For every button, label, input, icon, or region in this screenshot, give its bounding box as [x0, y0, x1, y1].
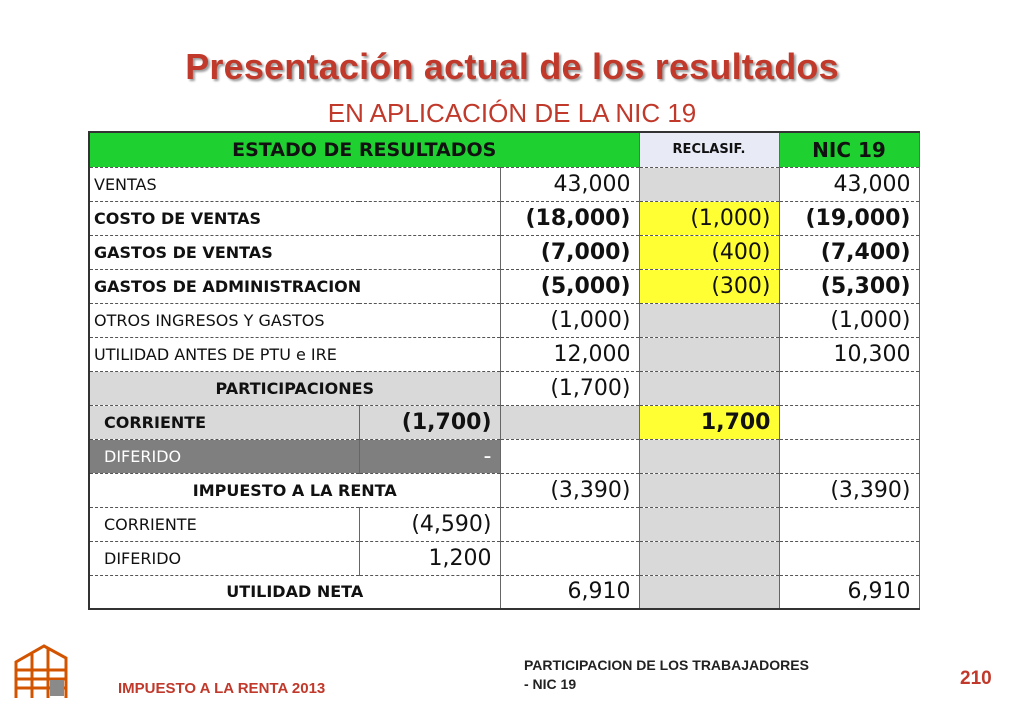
- row-label: GASTOS DE ADMINISTRACION: [89, 269, 500, 303]
- table-row: [89, 337, 919, 371]
- row-sub: -: [359, 439, 500, 473]
- row-reclasif: [639, 575, 779, 609]
- row-reclasif: [639, 371, 779, 405]
- header-reclasif: RECLASIF.: [639, 132, 779, 167]
- header-nic19: NIC 19: [779, 132, 919, 167]
- row-sub: 1,200: [359, 541, 500, 575]
- footer-topic: [524, 656, 904, 694]
- row-label: CORRIENTE: [89, 405, 359, 439]
- row-nic19: (3,390): [779, 473, 919, 507]
- footer-course-title: IMPUESTO A LA RENTA 2013: [118, 680, 326, 697]
- table-row: [89, 269, 919, 303]
- row-reclasif: (1,000): [639, 201, 779, 235]
- row-label: UTILIDAD ANTES DE PTU e IRE: [89, 337, 500, 371]
- row-nic19: 10,300: [779, 337, 919, 371]
- footer-topic-line2: - NIC 19: [524, 676, 577, 692]
- footer-topic-line1: PARTICIPACION DE LOS TRABAJADORES: [524, 657, 809, 673]
- table-row: [89, 575, 919, 609]
- row-reclasif: [639, 167, 779, 201]
- row-label: PARTICIPACIONES: [89, 371, 500, 405]
- row-label: UTILIDAD NETA: [89, 575, 500, 609]
- row-reclasif: [639, 439, 779, 473]
- table-row: [89, 303, 919, 337]
- row-nic19: [779, 371, 919, 405]
- row-nic19: 43,000: [779, 167, 919, 201]
- row-value: [500, 405, 639, 439]
- row-value: (5,000): [500, 269, 639, 303]
- row-reclasif: [639, 303, 779, 337]
- row-nic19: [779, 541, 919, 575]
- row-reclasif: (400): [639, 235, 779, 269]
- row-value: (1,000): [500, 303, 639, 337]
- row-value: (7,000): [500, 235, 639, 269]
- row-reclasif: (300): [639, 269, 779, 303]
- row-label: DIFERIDO: [89, 439, 359, 473]
- table-row: [89, 167, 919, 201]
- row-value: [500, 439, 639, 473]
- row-value: 43,000: [500, 167, 639, 201]
- table-row: [89, 405, 919, 439]
- row-sub: (1,700): [359, 405, 500, 439]
- header-estado-resultados: ESTADO DE RESULTADOS: [89, 132, 639, 167]
- row-nic19: [779, 507, 919, 541]
- row-value: [500, 541, 639, 575]
- row-label: COSTO DE VENTAS: [89, 201, 500, 235]
- building-logo-icon: [12, 640, 70, 700]
- table-header-row: [89, 132, 919, 167]
- table-row: [89, 507, 919, 541]
- row-value: (18,000): [500, 201, 639, 235]
- row-reclasif: 1,700: [639, 405, 779, 439]
- row-label: GASTOS DE VENTAS: [89, 235, 500, 269]
- row-value: 6,910: [500, 575, 639, 609]
- page-number: 210: [960, 668, 992, 689]
- row-label: VENTAS: [89, 167, 500, 201]
- income-statement-table: [88, 131, 920, 610]
- row-nic19: (7,400): [779, 235, 919, 269]
- row-nic19: (19,000): [779, 201, 919, 235]
- row-nic19: [779, 405, 919, 439]
- row-nic19: (5,300): [779, 269, 919, 303]
- row-label: OTROS INGRESOS Y GASTOS: [89, 303, 500, 337]
- row-sub: (4,590): [359, 507, 500, 541]
- row-reclasif: [639, 541, 779, 575]
- row-label: CORRIENTE: [89, 507, 359, 541]
- table-row: [89, 541, 919, 575]
- row-nic19: [779, 439, 919, 473]
- row-value: (3,390): [500, 473, 639, 507]
- table-row: [89, 235, 919, 269]
- row-reclasif: [639, 337, 779, 371]
- row-nic19: (1,000): [779, 303, 919, 337]
- row-label: IMPUESTO A LA RENTA: [89, 473, 500, 507]
- table-row: [89, 439, 919, 473]
- row-value: (1,700): [500, 371, 639, 405]
- row-reclasif: [639, 507, 779, 541]
- row-value: 12,000: [500, 337, 639, 371]
- row-nic19: 6,910: [779, 575, 919, 609]
- row-label: DIFERIDO: [89, 541, 359, 575]
- page-subtitle: EN APLICACIÓN DE LA NIC 19: [327, 98, 697, 128]
- table-row: [89, 201, 919, 235]
- page-title: Presentación actual de los resultados: [185, 46, 839, 87]
- table-row: [89, 473, 919, 507]
- row-reclasif: [639, 473, 779, 507]
- row-value: [500, 507, 639, 541]
- table-row: [89, 371, 919, 405]
